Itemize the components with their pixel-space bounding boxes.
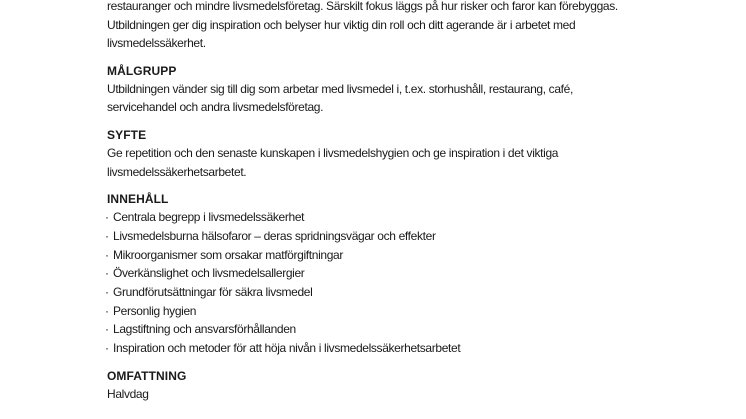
document-page <box>107 0 707 403</box>
innehall-list-item <box>107 227 707 246</box>
malgrupp-line: servicehandel och andra livsmedelsföretag. <box>107 100 324 115</box>
intro-paragraph <box>107 0 707 53</box>
innehall-section <box>107 190 707 358</box>
innehall-list-item <box>107 339 707 358</box>
innehall-list-item <box>107 246 707 265</box>
bullet-icon: · <box>105 210 109 225</box>
intro-line: restauranger och mindre livsmedelsföretag. Särskilt fokus läggs på hur risker och faror kan förebyggas. <box>107 0 618 13</box>
innehall-list-item <box>107 264 707 283</box>
bullet-icon: · <box>105 303 109 318</box>
innehall-list-item <box>107 283 707 302</box>
malgrupp-heading: MÅLGRUPP <box>107 63 177 78</box>
malgrupp-line: Utbildningen vänder sig till dig som arbetar med livsmedel i, t.ex. storhushåll, restaurang, café, <box>107 81 573 96</box>
bullet-icon: · <box>105 341 109 356</box>
omfattning-line: Halvdag <box>107 386 149 401</box>
list-item-text: Centrala begrepp i livsmedelssäkerhet <box>113 210 305 225</box>
list-item-text: Inspiration och metoder för att höja nivån i livsmedelssäkerhetsarbetet <box>113 341 461 356</box>
syfte-heading: SYFTE <box>107 127 147 142</box>
bullet-icon: · <box>105 228 109 243</box>
bullet-icon: · <box>105 284 109 299</box>
syfte-line: Ge repetition och den senaste kunskapen i livsmedelshygien och ge inspiration i det viktiga <box>107 145 559 160</box>
omfattning-heading: OMFATTNING <box>107 368 187 383</box>
intro-line: Utbildningen ger dig inspiration och belyser hur viktig din roll och ditt agerande är i arbetet med <box>107 17 576 32</box>
bullet-icon: · <box>105 266 109 281</box>
list-item-text: Livsmedelsburna hälsofaror – deras spridningsvägar och effekter <box>113 228 436 243</box>
innehall-list-item <box>107 208 707 227</box>
innehall-list-item <box>107 302 707 321</box>
omfattning-section <box>107 367 707 404</box>
bullet-icon: · <box>105 322 109 337</box>
list-item-text: Grundförutsättningar för säkra livsmedel <box>113 284 313 299</box>
list-item-text: Personlig hygien <box>113 303 197 318</box>
intro-line: livsmedelssäkerhet. <box>107 36 206 51</box>
list-item-text: Mikroorganismer som orsakar matförgiftningar <box>113 247 344 262</box>
list-item-text: Lagstiftning och ansvarsförhållanden <box>113 322 296 337</box>
syfte-line: livsmedelssäkerhetsarbetet. <box>107 164 247 179</box>
innehall-list-item <box>107 320 707 339</box>
innehall-heading: INNEHÅLL <box>107 192 169 207</box>
list-item-text: Överkänslighet och livsmedelsallergier <box>113 266 305 281</box>
malgrupp-section <box>107 62 707 117</box>
syfte-section <box>107 126 707 181</box>
bullet-icon: · <box>105 247 109 262</box>
